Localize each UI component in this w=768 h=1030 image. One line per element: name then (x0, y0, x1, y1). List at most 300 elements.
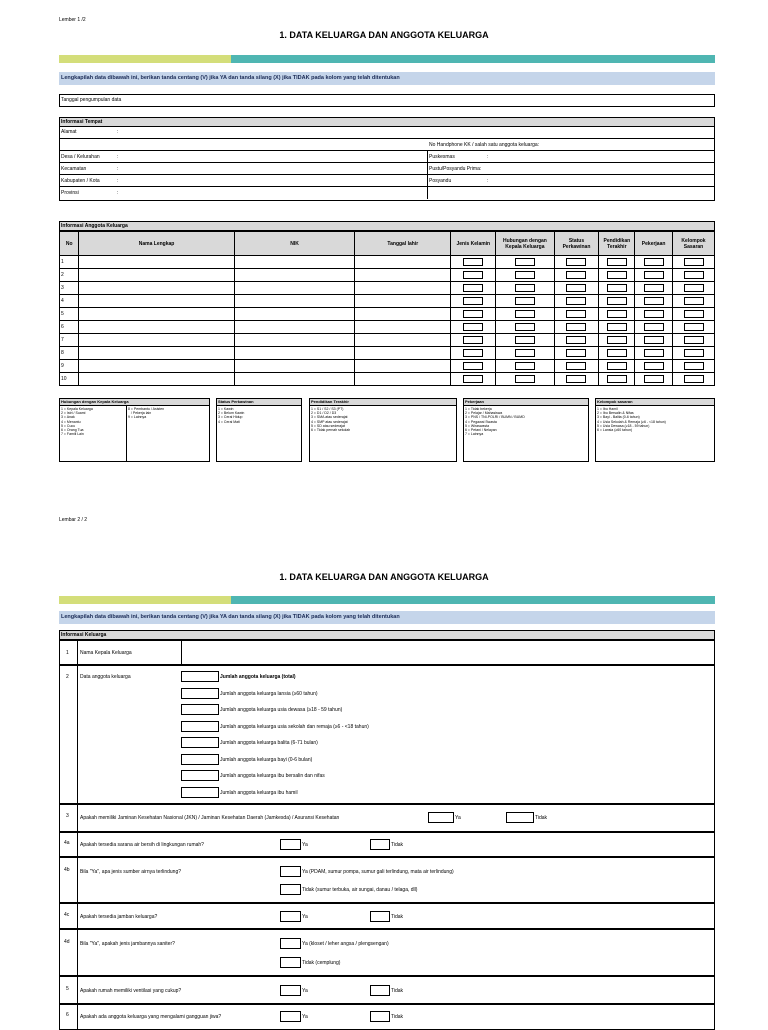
code-cell (496, 256, 554, 269)
q4b-tidak-label: Tidak (sumur terbuka, air sungai, danau / telaga, dll) (302, 887, 418, 893)
code-box[interactable] (644, 349, 664, 357)
q4a-number: 4a (64, 840, 70, 846)
code-box[interactable] (644, 271, 664, 279)
q5-ya-checkbox[interactable] (280, 985, 301, 996)
code-cell (599, 347, 635, 360)
q4c-tidak-checkbox[interactable] (370, 911, 390, 922)
code-box[interactable] (515, 297, 535, 305)
q2-count-input[interactable] (181, 704, 219, 715)
q4b-ya-label: Ya (PDAM, sumur pompa, sumur gali terlindung, mata air terlindung) (302, 869, 454, 875)
q2-count-input[interactable] (181, 671, 219, 682)
legend-title: Pendidikan Terakhir (310, 399, 456, 406)
text-cell[interactable] (355, 347, 451, 360)
code-box[interactable] (644, 336, 664, 344)
code-cell (554, 321, 599, 334)
q2-count-input[interactable] (181, 721, 219, 732)
code-box[interactable] (463, 271, 483, 279)
code-cell (554, 334, 599, 347)
text-cell[interactable] (234, 256, 355, 269)
code-cell (554, 256, 599, 269)
legend-item: 9 = Lainnya (128, 415, 147, 420)
divider (60, 162, 714, 163)
col-status-perkawinan: Status Perkawinan (554, 232, 599, 256)
table-row (60, 295, 715, 308)
q4b-ya-checkbox[interactable] (280, 866, 301, 877)
text-cell[interactable] (79, 282, 234, 295)
code-box[interactable] (566, 323, 586, 331)
table-row (60, 347, 715, 360)
code-cell (635, 308, 673, 321)
q4a-tidak-checkbox[interactable] (370, 839, 390, 850)
q4a-ya-checkbox[interactable] (280, 839, 301, 850)
code-box[interactable] (644, 375, 664, 383)
q4a-label: Apakah tersedia sarana air bersih di lingkungan rumah? (80, 842, 204, 848)
q4c-ya-checkbox[interactable] (280, 911, 301, 922)
code-box[interactable] (607, 258, 627, 266)
code-cell (635, 334, 673, 347)
q4d-label: Bila "Ya", apakah jenis jambannya saniter? (80, 941, 175, 947)
q1-row (59, 640, 715, 665)
text-cell[interactable] (355, 282, 451, 295)
code-cell (673, 295, 715, 308)
legend-item: 5 = Wiraswasta (465, 423, 490, 428)
q4d-ya-checkbox[interactable] (280, 938, 301, 949)
text-cell[interactable] (234, 282, 355, 295)
q4c-row (59, 903, 715, 929)
legend-item: 3 = Anak (61, 415, 75, 420)
legend-item: 8 = Pembantu / Asisten (128, 407, 165, 411)
q5-label: Apakah rumah memiliki ventilasi yang cukup? (80, 988, 182, 994)
code-box[interactable] (607, 349, 627, 357)
row-number: 9 (60, 360, 79, 373)
q4d-row (59, 929, 715, 976)
legend-item: 2 = Belum Kawin (218, 411, 245, 416)
q4c-tidak-label: Tidak (391, 914, 404, 920)
text-cell[interactable] (234, 360, 355, 373)
text-cell[interactable] (79, 373, 234, 386)
text-cell[interactable] (234, 295, 355, 308)
col-hubungan: Hubungan dengan Kepala Keluarga (496, 232, 554, 256)
legend-item: 5 = Usia Dewasa (≥18 - 59 tahun) (597, 423, 650, 428)
code-box[interactable] (566, 271, 586, 279)
q4d-ya-label: Ya (kloset / leher angsa / plengsengan) (302, 941, 389, 947)
col-no: No (60, 232, 79, 256)
code-box[interactable] (515, 310, 535, 318)
q2-count-input[interactable] (181, 754, 219, 765)
q5-row (59, 976, 715, 1004)
no-hp-label: No Handphone KK / salah satu anggota keluarga: (429, 142, 540, 148)
col-nama: Nama Lengkap (79, 232, 234, 256)
col-tanggal-lahir: Tanggal lahir (355, 232, 451, 256)
legend-item: 1 = Kepala Keluarga (61, 407, 93, 411)
code-cell (673, 308, 715, 321)
legend-item: 3 = SMA atau sederajat (311, 415, 348, 420)
colon: : (117, 154, 119, 160)
code-box[interactable] (684, 284, 704, 292)
puskesmas-label: Puskesmas (429, 154, 455, 160)
informasi-anggota-header: Informasi Anggota Keluarga (59, 221, 715, 231)
q4d-tidak-checkbox[interactable] (280, 957, 301, 968)
row-number: 10 (60, 373, 79, 386)
page1-lember: Lember 1 /2 (59, 17, 86, 23)
code-cell (635, 256, 673, 269)
legend-hubungan (59, 398, 210, 462)
code-cell (599, 373, 635, 386)
row-number: 1 (60, 256, 79, 269)
legend-item: 4 = Cerai Mati (218, 419, 240, 424)
code-cell (635, 360, 673, 373)
code-box[interactable] (463, 349, 483, 357)
q2-item-label: Jumlah anggota keluarga balita (6-71 bulan) (220, 740, 318, 746)
q4a-tidak-label: Tidak (391, 842, 404, 848)
q6-ya-label: Ya (302, 1014, 308, 1020)
divider (60, 186, 714, 187)
q4a-ya-label: Ya (302, 842, 308, 848)
text-cell[interactable] (234, 321, 355, 334)
code-box[interactable] (684, 375, 704, 383)
code-box[interactable] (515, 349, 535, 357)
q3-ya-checkbox[interactable] (428, 812, 454, 823)
legend-item: 7 = Lainnya (465, 432, 484, 437)
page1-teal-bar (231, 55, 715, 63)
code-cell (599, 256, 635, 269)
q6-label: Apakah ada anggota keluarga yang mengalami gangguan jiwa? (80, 1014, 222, 1020)
code-cell (554, 282, 599, 295)
legend-item: 6 = Petani / Nelayan (465, 428, 497, 433)
code-box[interactable] (566, 284, 586, 292)
code-box[interactable] (566, 375, 586, 383)
q5-number: 5 (66, 986, 69, 992)
anggota-table (59, 231, 715, 386)
code-cell (496, 347, 554, 360)
row-number: 5 (60, 308, 79, 321)
code-box[interactable] (515, 271, 535, 279)
nama-kepala-keluarga-input[interactable] (182, 642, 712, 663)
code-cell (673, 256, 715, 269)
q3-row (59, 804, 715, 832)
table-row (60, 360, 715, 373)
page1-title: 1. DATA KELUARGA DAN ANGGOTA KELUARGA (279, 30, 489, 40)
q3-label: Apakah memiliki Jaminan Kesehatan Nasional (JKN) / Jaminan Kesehatan Daerah (Jamkesda) / Asuransi Kesehatan (80, 815, 340, 821)
row-number: 2 (60, 269, 79, 282)
code-box[interactable] (566, 362, 586, 370)
code-cell (635, 295, 673, 308)
informasi-keluarga-header: Informasi Keluarga (59, 630, 715, 640)
q3-tidak-label: Tidak (535, 815, 548, 821)
q6-ya-checkbox[interactable] (280, 1011, 301, 1022)
code-cell (496, 308, 554, 321)
code-box[interactable] (566, 258, 586, 266)
legend-item: 1 = Kawin (218, 407, 234, 411)
legend-kelompok-sasaran (595, 398, 715, 462)
text-cell[interactable] (79, 334, 234, 347)
table-row (60, 321, 715, 334)
code-cell (496, 360, 554, 373)
legend-item: 3 = Cerai Hidup (218, 415, 243, 420)
page2-olive-bar (59, 596, 231, 604)
code-cell (451, 321, 496, 334)
page2-title: 1. DATA KELUARGA DAN ANGGOTA KELUARGA (279, 572, 489, 582)
code-box[interactable] (566, 310, 586, 318)
table-row (60, 282, 715, 295)
code-box[interactable] (644, 284, 664, 292)
text-cell[interactable] (355, 295, 451, 308)
divider (60, 174, 714, 175)
code-cell (673, 334, 715, 347)
code-box[interactable] (515, 362, 535, 370)
code-box[interactable] (644, 297, 664, 305)
q2-label: Data anggota keluarga (80, 674, 131, 680)
code-cell (635, 373, 673, 386)
page2-lember: Lembar 2 / 2 (59, 517, 88, 523)
code-cell (451, 269, 496, 282)
legend-item: 4 = Menantu (61, 419, 81, 424)
code-box[interactable] (566, 349, 586, 357)
code-box[interactable] (463, 375, 483, 383)
legend-status-perkawinan (216, 398, 302, 462)
text-cell[interactable] (234, 334, 355, 347)
table-row (60, 269, 715, 282)
text-cell[interactable] (79, 269, 234, 282)
code-box[interactable] (607, 362, 627, 370)
code-box[interactable] (463, 323, 483, 331)
row-number: 4 (60, 295, 79, 308)
col-pekerjaan: Pekerjaan (635, 232, 673, 256)
code-cell (673, 269, 715, 282)
text-cell[interactable] (355, 321, 451, 334)
code-cell (451, 256, 496, 269)
code-box[interactable] (463, 362, 483, 370)
q2-item-label: Jumlah anggota keluarga ibu hamil (220, 789, 298, 796)
legend-item: 2 = D1 / D2 / D3 (311, 411, 337, 416)
code-box[interactable] (566, 297, 586, 305)
code-box[interactable] (684, 336, 704, 344)
legend-pendidikan (309, 398, 457, 462)
code-box[interactable] (607, 284, 627, 292)
code-cell (451, 347, 496, 360)
q2-count-input[interactable] (181, 787, 219, 798)
code-box[interactable] (644, 362, 664, 370)
code-box[interactable] (607, 297, 627, 305)
legend-item: 3 = Bayi - Balita (0-6 tahun) (597, 415, 640, 420)
q4b-row (59, 857, 715, 903)
row-number: 7 (60, 334, 79, 347)
page1-olive-bar (59, 55, 231, 63)
col-jenis-kelamin: Jenis Kelamin (451, 232, 496, 256)
col-kelompok-sasaran: Kelompok Sasaran (673, 232, 715, 256)
code-cell (554, 308, 599, 321)
legend-item: 4 = SMP atau sederajat (311, 419, 348, 424)
legend-item: 2 = Ibu Bersalin & Nifas (597, 411, 634, 416)
alamat-colon: : (117, 129, 119, 135)
colon: : (117, 166, 119, 172)
legend-item: 7 = Famili Lain (61, 432, 84, 437)
legend-item: 5 = SD atau sederajat (311, 423, 345, 428)
colon: : (117, 178, 119, 184)
code-box[interactable] (607, 336, 627, 344)
code-box[interactable] (515, 323, 535, 331)
code-cell (599, 360, 635, 373)
code-cell (635, 347, 673, 360)
q4d-tidak-label: Tidak (cemplung) (302, 960, 341, 966)
legend-item: 6 = Orang Tua (61, 428, 84, 433)
text-cell[interactable] (234, 347, 355, 360)
code-box[interactable] (684, 297, 704, 305)
posyandu-label: Posyandu (429, 178, 452, 184)
q6-tidak-checkbox[interactable] (370, 1011, 390, 1022)
code-box[interactable] (463, 336, 483, 344)
text-cell[interactable] (355, 308, 451, 321)
code-box[interactable] (607, 323, 627, 331)
legend-title: Status Perkawinan (217, 399, 301, 406)
code-cell (451, 360, 496, 373)
code-cell (451, 295, 496, 308)
code-cell (451, 282, 496, 295)
code-box[interactable] (644, 323, 664, 331)
code-cell (554, 373, 599, 386)
table-row (60, 256, 715, 269)
q4b-tidak-checkbox[interactable] (280, 884, 301, 895)
legend-item: 6 = Tidak pernah sekolah (311, 428, 351, 433)
code-cell (673, 373, 715, 386)
text-cell[interactable] (79, 360, 234, 373)
legend-item: 2 = Pelajar / Mahasiswa (465, 411, 503, 416)
page2-instruction: Lengkapilah data dibawah ini, berikan tanda centang (V) jika YA dan tanda silang (X) jika TIDAK pada kolom yang telah ditentukan (59, 611, 715, 624)
legend-title: Hubungan dengan Kepala Keluarga (60, 399, 209, 406)
code-box[interactable] (463, 284, 483, 292)
col-nik: NIK (234, 232, 355, 256)
legend-title: Pekerjaan (464, 399, 588, 406)
row-number: 6 (60, 321, 79, 334)
kecamatan-label: Kecamatan (61, 166, 87, 172)
text-cell[interactable] (79, 295, 234, 308)
text-cell[interactable] (79, 308, 234, 321)
q3-number: 3 (66, 813, 69, 819)
text-cell[interactable] (355, 256, 451, 269)
row-number: 3 (60, 282, 79, 295)
text-cell[interactable] (234, 308, 355, 321)
code-cell (496, 321, 554, 334)
code-box[interactable] (463, 310, 483, 318)
code-box[interactable] (644, 258, 664, 266)
code-box[interactable] (607, 271, 627, 279)
code-cell (554, 295, 599, 308)
text-cell[interactable] (355, 373, 451, 386)
code-cell (496, 269, 554, 282)
q2-count-input[interactable] (181, 688, 219, 699)
code-cell (496, 282, 554, 295)
code-cell (496, 373, 554, 386)
row-number: 8 (60, 347, 79, 360)
legend-item: / Pekerja lain (128, 411, 152, 416)
q2-count-input[interactable] (181, 737, 219, 748)
text-cell[interactable] (79, 256, 234, 269)
q4d-number: 4d (64, 939, 70, 945)
tanggal-row (59, 94, 715, 107)
text-cell[interactable] (79, 321, 234, 334)
code-box[interactable] (607, 375, 627, 383)
code-box[interactable] (607, 310, 627, 318)
code-box[interactable] (684, 258, 704, 266)
code-cell (635, 282, 673, 295)
code-box[interactable] (684, 310, 704, 318)
code-box[interactable] (463, 258, 483, 266)
q4c-number: 4c (64, 912, 70, 918)
legend-item: 1 = S1 / S2 / S3 (PT) (311, 407, 344, 411)
q2-item-label: Jumlah anggota keluarga (total) (220, 674, 296, 680)
table-row (60, 373, 715, 386)
code-box[interactable] (515, 375, 535, 383)
q3-tidak-checkbox[interactable] (506, 812, 534, 823)
col-pendidikan: Pendidikan Terakhir (599, 232, 635, 256)
code-box[interactable] (644, 310, 664, 318)
q3-ya-label: Ya (455, 815, 461, 821)
code-cell (496, 334, 554, 347)
text-cell[interactable] (355, 269, 451, 282)
legend-item: 4 = Usia Sekolah & Remaja (≥6 - <18 tahun) (597, 419, 666, 424)
code-box[interactable] (515, 258, 535, 266)
text-cell[interactable] (79, 347, 234, 360)
q6-tidak-label: Tidak (391, 1014, 404, 1020)
code-cell (451, 373, 496, 386)
text-cell[interactable] (234, 269, 355, 282)
code-cell (635, 321, 673, 334)
q2-item-label: Jumlah anggota keluarga usia dewasa (≥18 - 59 tahun) (220, 707, 343, 713)
code-box[interactable] (684, 323, 704, 331)
page1-instruction: Lengkapilah data dibawah ini, berikan tanda centang (V) jika YA dan tanda silang (X) jika TIDAK pada kolom yang telah ditentukan (59, 72, 715, 85)
code-cell (599, 334, 635, 347)
table-row (60, 308, 715, 321)
text-cell[interactable] (234, 373, 355, 386)
colon: : (117, 190, 119, 196)
q1-number: 1 (66, 650, 69, 656)
code-box[interactable] (684, 362, 704, 370)
legend-title: Kelompok sasaran (596, 399, 714, 406)
code-box[interactable] (515, 336, 535, 344)
pustu-label: Pustu/Posyandu Prima: (429, 166, 482, 172)
legend-item: 3 = PNS / TNI-POLRI / BUMN / BUMD (465, 415, 525, 420)
desa-label: Desa / Kelurahan (61, 154, 100, 160)
tanggal-input[interactable] (175, 95, 714, 106)
code-box[interactable] (684, 349, 704, 357)
legend-item: 4 = Pegawai Swasta (465, 419, 497, 424)
q2-item-label: Jumlah anggota keluarga lansia (≥60 tahun) (220, 690, 318, 697)
code-box[interactable] (515, 284, 535, 292)
q4c-ya-label: Ya (302, 914, 308, 920)
q4b-number: 4b (64, 867, 70, 873)
q4a-row (59, 832, 715, 857)
q5-tidak-checkbox[interactable] (370, 985, 390, 996)
q2-row (59, 665, 715, 804)
tanggal-label: Tanggal pengumpulan data (60, 95, 176, 106)
q2-count-input[interactable] (181, 770, 219, 781)
q5-tidak-label: Tidak (391, 988, 404, 994)
text-cell[interactable] (355, 334, 451, 347)
code-cell (451, 308, 496, 321)
divider (60, 150, 714, 151)
text-cell[interactable] (355, 360, 451, 373)
legend-item: 2 = Istri / Suami (61, 411, 86, 416)
q6-row (59, 1004, 715, 1030)
code-box[interactable] (684, 271, 704, 279)
colon: : (487, 178, 489, 184)
code-box[interactable] (566, 336, 586, 344)
legend-item: 5 = Cucu (61, 423, 76, 428)
code-cell (635, 269, 673, 282)
code-cell (599, 282, 635, 295)
q5-ya-label: Ya (302, 988, 308, 994)
code-box[interactable] (463, 297, 483, 305)
